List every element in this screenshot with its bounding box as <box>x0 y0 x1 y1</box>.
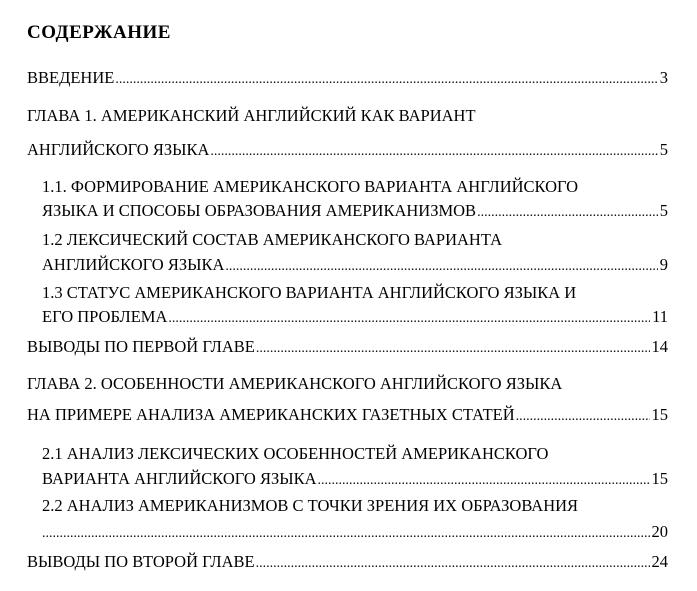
toc-section-2-2-line1: 2.2 АНАЛИЗ АМЕРИКАНИЗМОВ С ТОЧКИ ЗРЕНИЯ ИХ ОБРАЗОВАНИЯ <box>42 496 579 515</box>
toc-entry-text: ВВЕДЕНИЕ <box>27 68 115 87</box>
toc-entry-section-2-2[interactable] <box>42 522 668 544</box>
dot-leader <box>318 471 650 491</box>
dot-leader <box>210 142 657 162</box>
toc-entry-text: ЯЗЫКА И СПОСОБЫ ОБРАЗОВАНИЯ АМЕРИКАНИЗМОВ <box>42 201 477 220</box>
toc-page-number: 24 <box>651 552 668 571</box>
toc-page-number: 11 <box>652 307 668 326</box>
toc-page-number: 20 <box>651 522 668 541</box>
toc-entry-text: ВЫВОДЫ ПО ВТОРОЙ ГЛАВЕ <box>27 552 255 571</box>
toc-entry-conclusions-2[interactable] <box>27 552 668 574</box>
toc-page-number: 5 <box>659 201 668 220</box>
toc-entry-intro[interactable] <box>27 68 668 90</box>
toc-section-1-2-line1: 1.2 ЛЕКСИЧЕСКИЙ СОСТАВ АМЕРИКАНСКОГО ВАРИАНТА <box>42 230 502 249</box>
toc-page-number: 9 <box>659 255 668 274</box>
toc-section-1-1-line1: 1.1. ФОРМИРОВАНИЕ АМЕРИКАНСКОГО ВАРИАНТА АНГЛИЙСКОГО <box>42 177 579 196</box>
dot-leader <box>42 524 650 544</box>
toc-entry-text: ВЫВОДЫ ПО ПЕРВОЙ ГЛАВЕ <box>27 337 255 356</box>
toc-page-number: 3 <box>659 68 668 87</box>
toc-page-number: 14 <box>651 337 668 356</box>
toc-entry-text: ЕГО ПРОБЛЕМА <box>42 307 168 326</box>
toc-title: СОДЕРЖАНИЕ <box>27 22 171 43</box>
toc-section-1-3-line1: 1.3 СТАТУС АМЕРИКАНСКОГО ВАРИАНТА АНГЛИЙСКОГО ЯЗЫКА И <box>42 283 577 302</box>
toc-entry-chapter-2[interactable] <box>27 405 668 427</box>
dot-leader <box>115 70 657 90</box>
toc-section-2-1-line1: 2.1 АНАЛИЗ ЛЕКСИЧЕСКИХ ОСОБЕННОСТЕЙ АМЕРИКАНСКОГО <box>42 444 549 463</box>
dot-leader <box>256 339 650 359</box>
toc-chapter-2-line1: ГЛАВА 2. ОСОБЕННОСТИ АМЕРИКАНСКОГО АНГЛИЙСКОГО ЯЗЫКА <box>27 374 563 393</box>
dot-leader <box>225 257 657 277</box>
toc-entry-chapter-1[interactable] <box>27 140 668 162</box>
toc-page-number: 5 <box>659 140 668 159</box>
toc-entry-text: АНГЛИЙСКОГО ЯЗЫКА <box>42 255 225 274</box>
toc-page-number: 15 <box>651 469 668 488</box>
toc-entry-text: ВАРИАНТА АНГЛИЙСКОГО ЯЗЫКА <box>42 469 317 488</box>
toc-entry-conclusions-1[interactable] <box>27 337 668 359</box>
dot-leader <box>516 407 650 427</box>
dot-leader <box>477 203 658 223</box>
toc-entry-section-1-1[interactable] <box>42 201 668 223</box>
dot-leader <box>256 554 650 574</box>
toc-entry-section-2-1[interactable] <box>42 469 668 491</box>
toc-page-number: 15 <box>651 405 668 424</box>
dot-leader <box>168 309 650 329</box>
toc-entry-text: НА ПРИМЕРЕ АНАЛИЗА АМЕРИКАНСКИХ ГАЗЕТНЫХ СТАТЕЙ <box>27 405 515 424</box>
toc-entry-text: АНГЛИЙСКОГО ЯЗЫКА <box>27 140 210 159</box>
toc-entry-section-1-3[interactable] <box>42 307 668 329</box>
toc-entry-section-1-2[interactable] <box>42 255 668 277</box>
toc-chapter-1-line1: ГЛАВА 1. АМЕРИКАНСКИЙ АНГЛИЙСКИЙ КАК ВАРИАНТ <box>27 106 476 125</box>
